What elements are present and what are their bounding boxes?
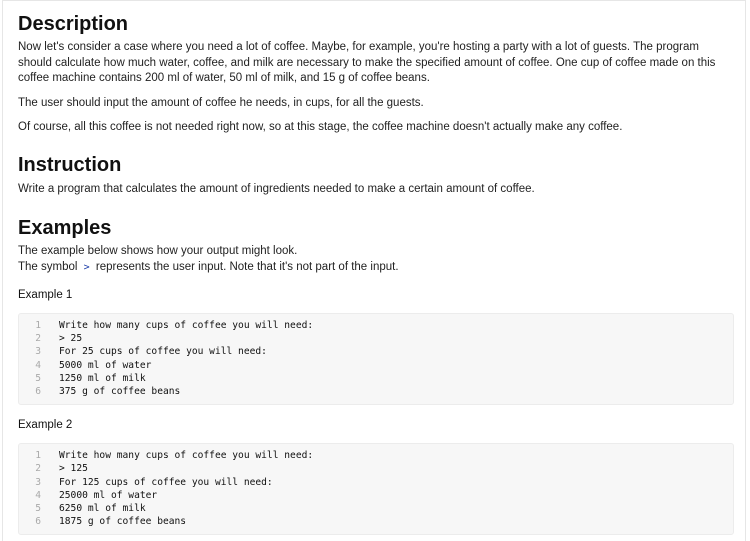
code-line [19,502,733,515]
instruction-section [18,152,733,198]
line-text: Write how many cups of coffee you will need: [59,450,314,462]
examples-intro-line-1: The example below shows how your output might look. [18,245,298,257]
line-number: 2 [35,333,41,345]
description-paragraph-2: The user should input the amount of coffee he needs, in cups, for all the guests. [18,96,424,109]
line-text: > 125 [59,463,88,475]
example-1-code-block [18,313,734,405]
line-text: 6250 ml of milk [59,502,146,514]
code-line [19,476,733,489]
line-text: 1250 ml of milk [59,372,146,384]
examples-heading: Examples [18,217,112,239]
line-number: 6 [35,516,41,528]
code-line [19,319,733,332]
instruction-text: Write a program that calculates the amount of ingredients needed to make a certain amount of coffee. [18,182,535,195]
line-number: 5 [35,502,41,514]
line-number: 1 [35,450,41,462]
line-text: Write how many cups of coffee you will need: [59,320,314,331]
examples-section [18,215,733,535]
code-line [19,462,733,475]
line-text: > 25 [59,333,83,345]
code-line [19,332,733,345]
example-2-title: Example 2 [18,419,73,432]
line-number: 4 [35,489,41,501]
line-text: For 25 cups of coffee you will need: [59,346,267,358]
lesson-page [2,0,746,541]
input-symbol-code: > [83,261,90,273]
code-line [19,345,733,358]
code-line [19,489,733,502]
line-text: 1875 g of coffee beans [59,516,187,528]
code-line [19,359,733,372]
instruction-heading: Instruction [18,153,122,176]
code-line [19,449,733,462]
line-number: 1 [35,320,41,331]
line-text: 375 g of coffee beans [59,385,181,397]
intro-text-after: represents the user input. Note that it's not part of the input. [95,260,399,273]
example-2-code-block [18,443,734,535]
example-1-title: Example 1 [18,289,73,301]
line-number: 3 [35,346,41,358]
intro-text-before: The symbol [18,260,78,273]
line-number: 5 [35,372,41,384]
line-number: 3 [35,476,41,488]
line-number: 6 [35,385,41,397]
line-number: 4 [35,359,41,371]
code-line [19,385,733,398]
description-paragraph-1: Now let's consider a case where you need a lot of coffee. Maybe, for example, you're hosting a party with a lot of guests. The program should calculate how much water, coffee, and milk are necessary to make the specified amount of coffee. One cup of coffee made on this coffee machine contains 200 ml of water, 50 ml of milk, and 15 g of coffee beans. [18,41,716,84]
code-line [19,515,733,528]
example-1 [18,288,733,405]
examples-intro-line-2 [18,260,733,276]
description-paragraph-3: Of course, all this coffee is not needed right now, so at this stage, the coffee machine doesn't actually make any coffee. [18,121,623,133]
line-number: 2 [35,463,41,475]
line-text: For 125 cups of coffee you will need: [59,476,273,488]
example-2 [18,418,733,535]
code-line [19,372,733,385]
line-text: 5000 ml of water [59,359,152,371]
description-section [18,11,733,136]
description-heading: Description [18,13,129,35]
line-text: 25000 ml of water [59,489,158,501]
